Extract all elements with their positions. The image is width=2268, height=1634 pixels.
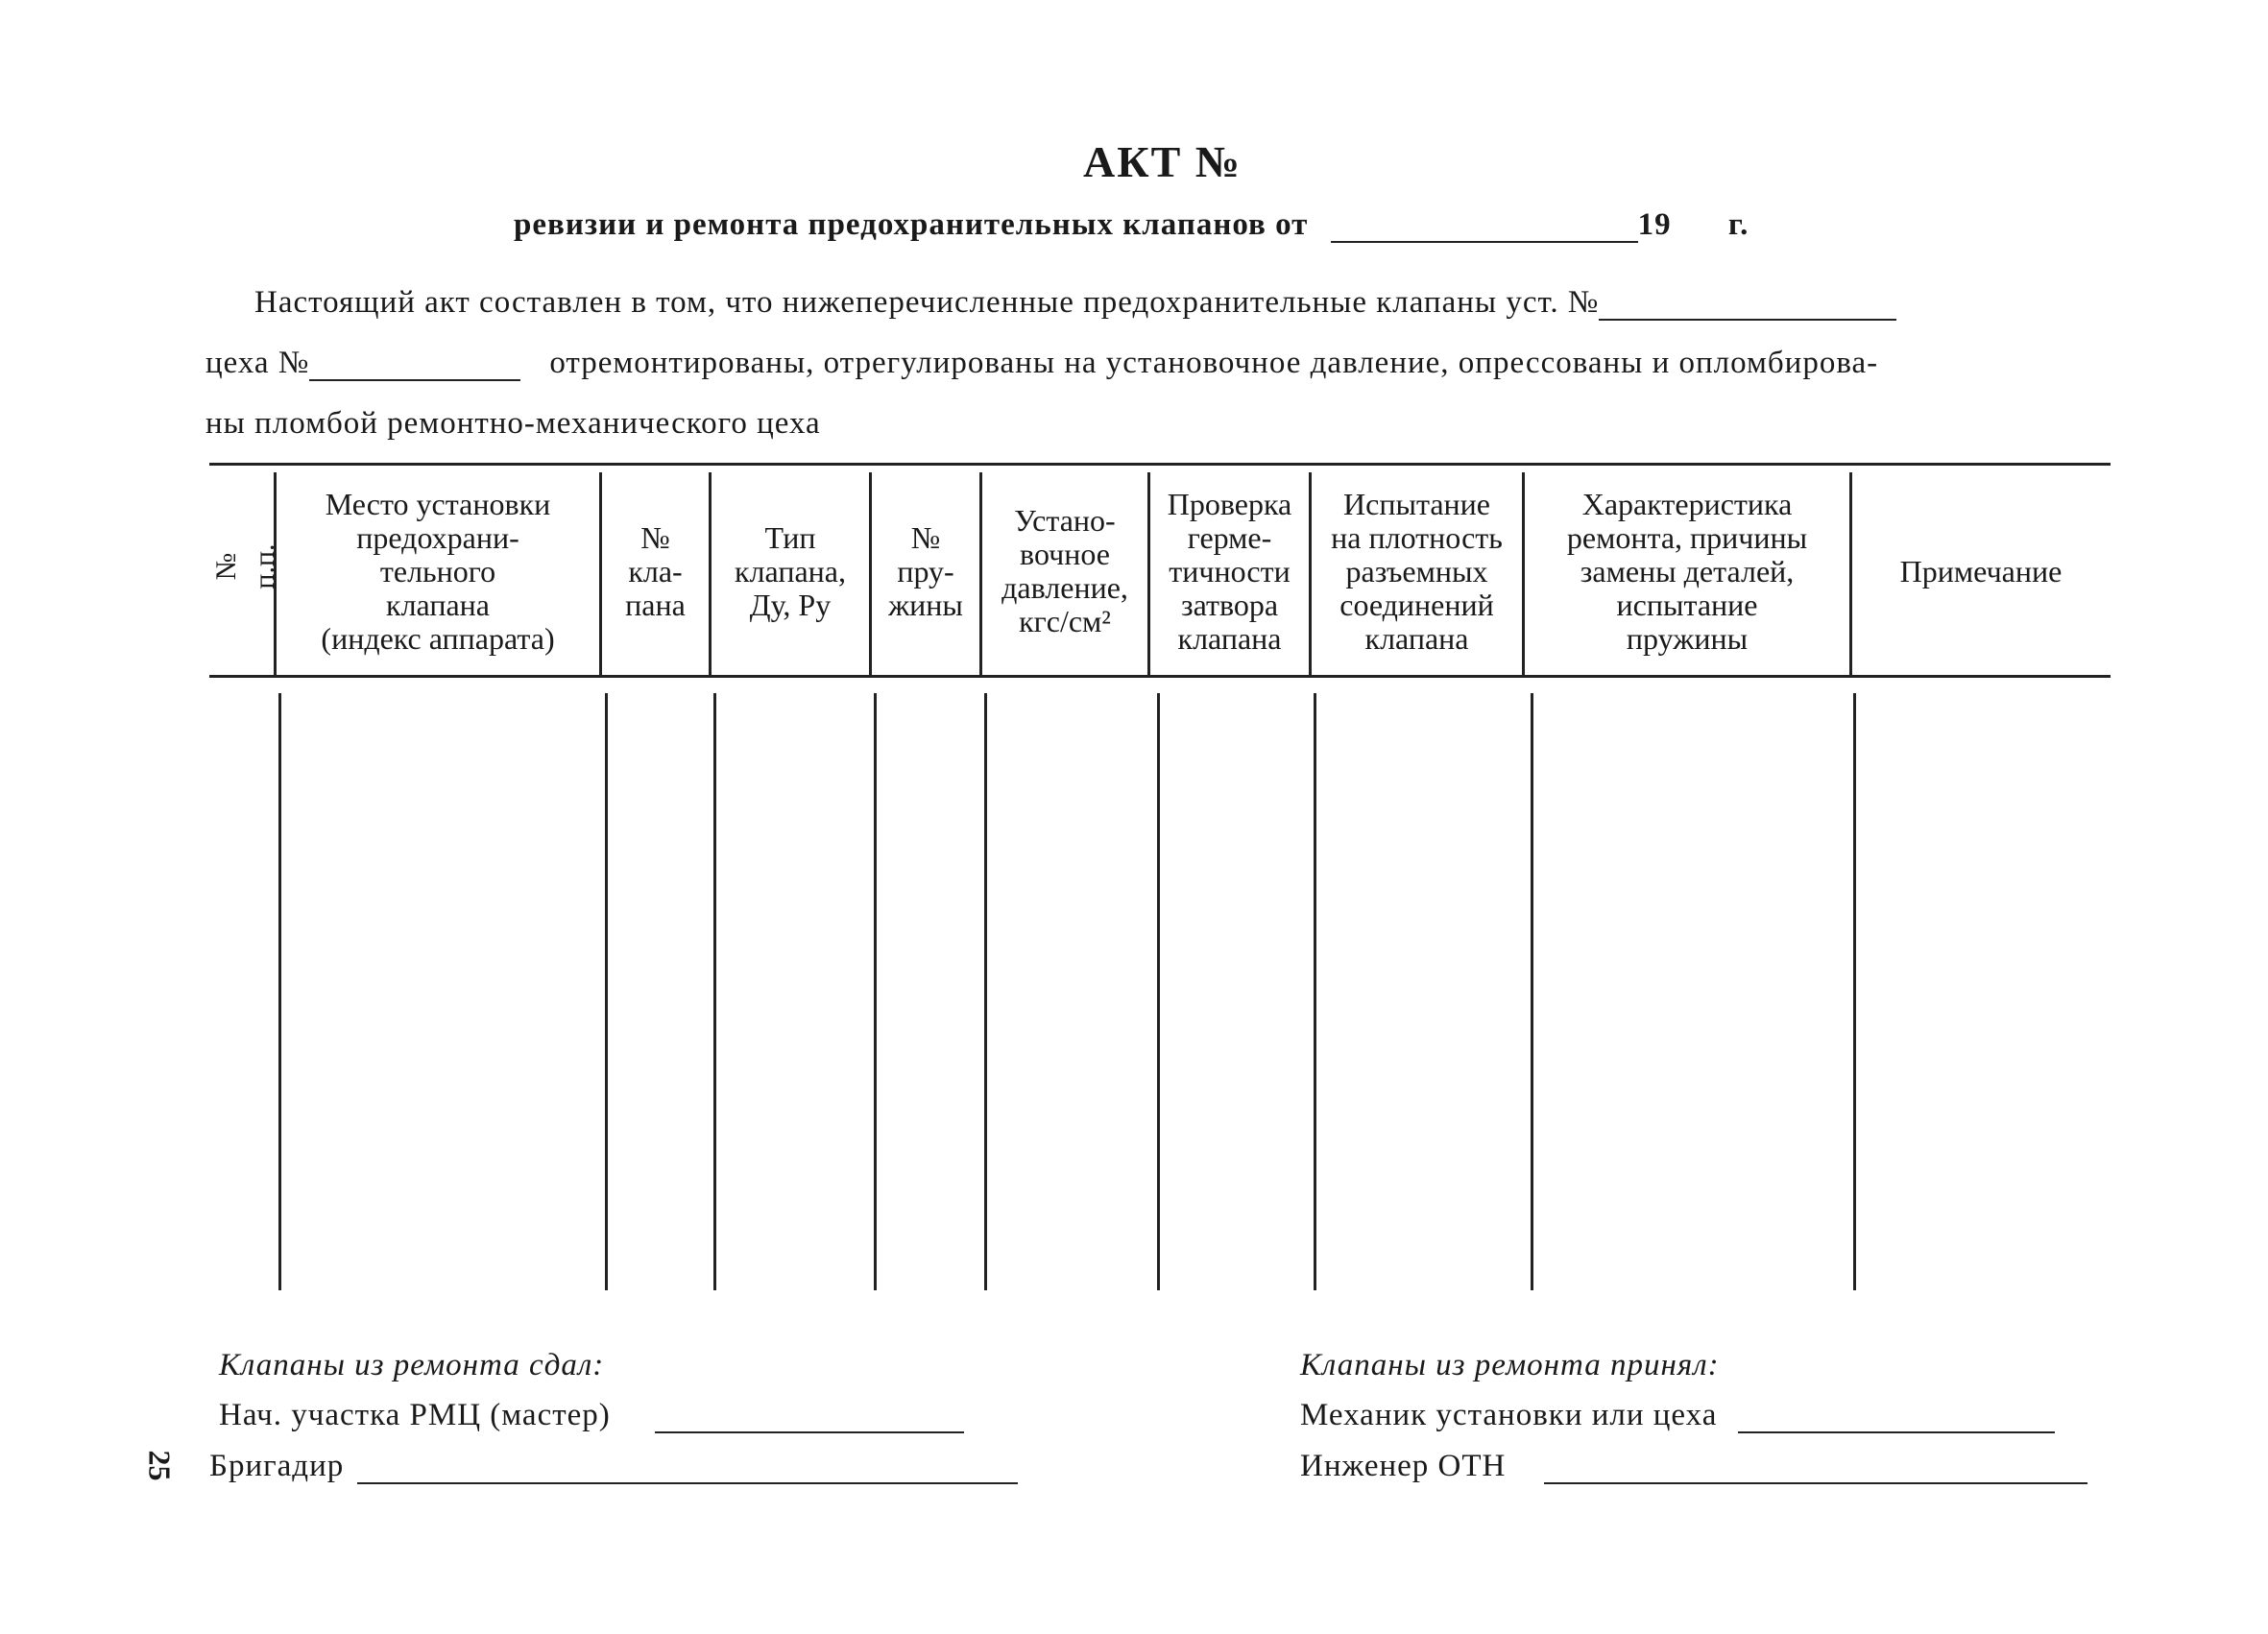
- paragraph-line-1: [254, 285, 1896, 321]
- paragraph-line-2: [205, 346, 1878, 381]
- column-header-repair-details: Характеристика ремонта, причины замены деталей, испытание пружины: [1566, 486, 1808, 656]
- column-header-notes: Примечание: [1899, 553, 2063, 589]
- subtitle-year: 19: [1637, 207, 1672, 242]
- body-divider: [1853, 693, 1856, 1290]
- section-head-signature-line[interactable]: [655, 1431, 964, 1433]
- column-header-valve-number: № кла- пана: [625, 519, 686, 622]
- unit-number-blank[interactable]: [1599, 319, 1896, 321]
- column-header-tightness-check: Проверка герме- тичности затвора клапана: [1167, 486, 1292, 656]
- engineer-label: Инженер ОТН: [1300, 1449, 1507, 1483]
- mechanic-signature-line[interactable]: [1738, 1431, 2055, 1433]
- workshop-number-blank[interactable]: [309, 379, 520, 381]
- mechanic-signature: [1300, 1398, 2055, 1433]
- foreman-signature: [209, 1449, 1018, 1484]
- engineer-signature: [1300, 1449, 2087, 1484]
- foreman-signature-line[interactable]: [357, 1482, 1018, 1484]
- column-header-joint-test: Испытание на плотность разъемных соединений клапана: [1331, 486, 1503, 656]
- column-header-location: Место установки предохрани- тельного клапана (индекс аппарата): [321, 486, 555, 656]
- body-divider: [874, 693, 877, 1290]
- paragraph-line-2-suffix: отремонтированы, отрегулированы на установочное давление, опрессованы и опломбирова-: [549, 346, 1879, 380]
- page-number: 25: [142, 1450, 178, 1481]
- body-divider: [984, 693, 987, 1290]
- date-blank[interactable]: [1331, 241, 1638, 243]
- foreman-label: Бригадир: [209, 1449, 345, 1483]
- accepted-heading: Клапаны из ремонта принял:: [1300, 1348, 1720, 1382]
- paragraph-line-2-prefix: цеха №: [205, 346, 310, 380]
- body-divider: [1157, 693, 1160, 1290]
- body-divider: [605, 693, 608, 1290]
- column-header-number: № п.п.: [210, 543, 280, 589]
- section-head-signature: [219, 1398, 964, 1433]
- mechanic-label: Механик установки или цеха: [1300, 1398, 1718, 1432]
- column-header-valve-type: Тип клапана, Ду, Ру: [735, 519, 846, 622]
- document-subtitle: [514, 207, 1749, 243]
- table-top-border: [209, 463, 2111, 466]
- section-head-label: Нач. участка РМЦ (мастер): [219, 1398, 611, 1432]
- document-title: АКТ №: [1083, 137, 1242, 186]
- column-header-spring-number: № пру- жины: [888, 519, 963, 622]
- body-divider: [1314, 693, 1316, 1290]
- handed-over-heading: Клапаны из ремонта сдал:: [219, 1348, 605, 1382]
- body-divider: [278, 693, 281, 1290]
- paragraph-line-1-text: Настоящий акт составлен в том, что нижеперечисленные предохранительные клапаны уст. №: [254, 285, 1600, 320]
- paragraph-line-3: ны пломбой ремонтно-механического цеха: [205, 406, 821, 441]
- subtitle-prefix: ревизии и ремонта предохранительных клапанов от: [514, 207, 1309, 242]
- engineer-signature-line[interactable]: [1544, 1482, 2087, 1484]
- body-divider: [713, 693, 716, 1290]
- table-header-bottom-border: [209, 675, 2111, 678]
- column-header-set-pressure: Устано- вочное давление, кгс/см²: [1001, 503, 1128, 638]
- subtitle-suffix: г.: [1727, 207, 1749, 242]
- body-divider: [1531, 693, 1533, 1290]
